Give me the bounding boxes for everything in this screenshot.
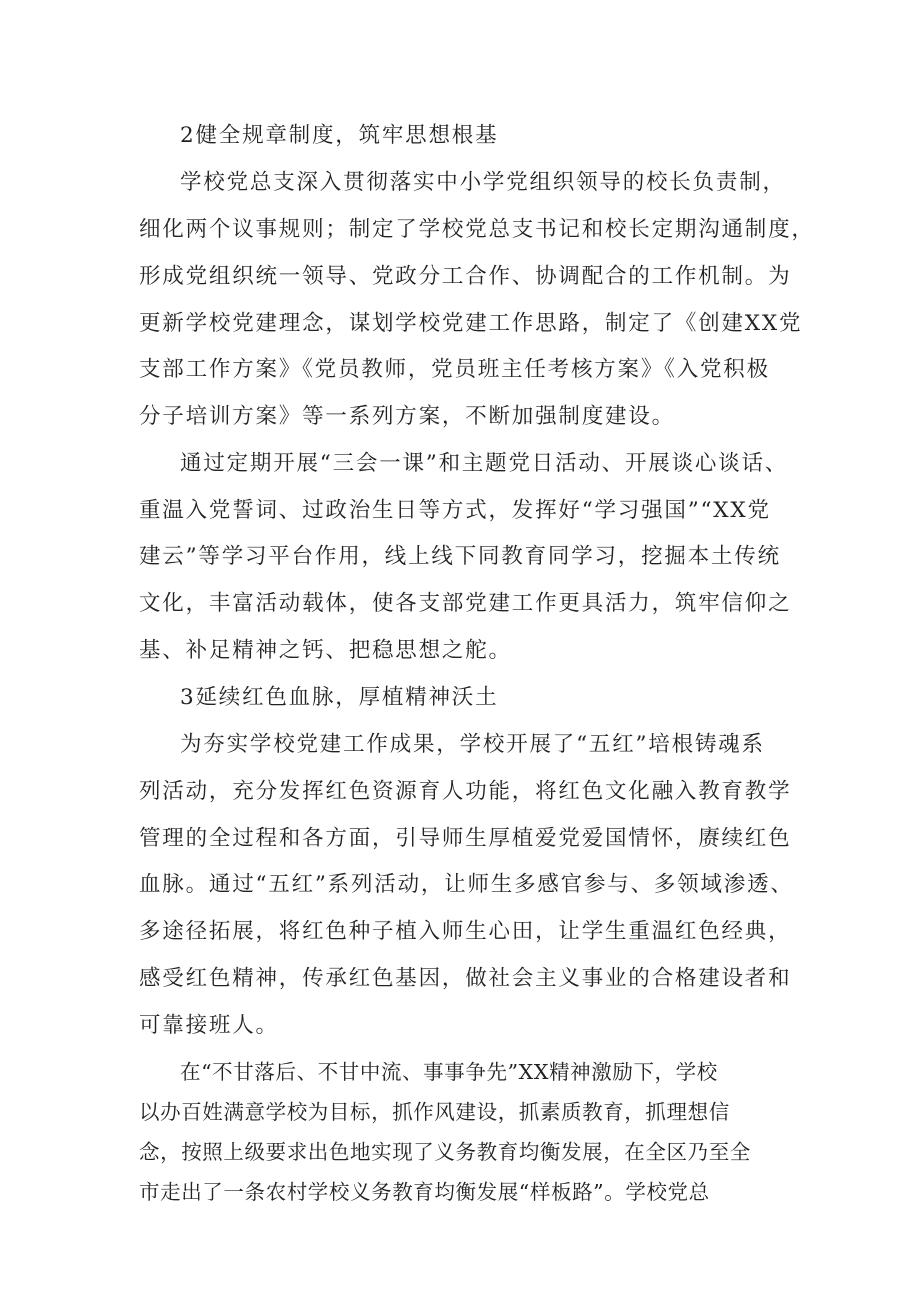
paragraph-4-line-4: 市走出了一条农村学校义务教育均衡发展“样板路”。学校党总 bbox=[139, 1180, 710, 1204]
paragraph-3-line-2: 列活动，充分发挥红色资源育人功能，将红色文化融入教育教学 bbox=[139, 779, 792, 804]
paragraph-3-line-3: 管理的全过程和各方面，引导师生厚植爱党爱国情怀，赓续红色 bbox=[139, 826, 792, 851]
section-heading-3: 3延续红色血脉，厚植精神沃土 bbox=[180, 685, 499, 710]
section-heading-2: 2健全规章制度，筑牢思想根基 bbox=[180, 123, 499, 148]
paragraph-1-line-2: 细化两个议事规则；制定了学校党总支书记和校长定期沟通制度， bbox=[139, 217, 815, 242]
paragraph-1-line-3: 形成党组织统一领导、党政分工合作、协调配合的工作机制。为 bbox=[139, 264, 792, 289]
paragraph-3-line-7: 可靠接班人。 bbox=[139, 1013, 279, 1038]
paragraph-4-line-3: 念，按照上级要求出色地实现了义务教育均衡发展，在全区乃至全 bbox=[139, 1140, 751, 1164]
paragraph-4-line-2: 以办百姓满意学校为目标，抓作风建设，抓素质教育，抓理想信 bbox=[139, 1100, 730, 1124]
paragraph-3-line-5: 多途径拓展，将红色种子植入师生心田，让学生重温红色经典， bbox=[139, 919, 792, 944]
paragraph-2-line-1: 通过定期开展“三会一课”和主题党日活动、开展谈心谈话、 bbox=[180, 451, 789, 476]
paragraph-1-line-6: 分子培训方案》等一系列方案，不断加强制度建设。 bbox=[139, 404, 675, 429]
paragraph-2-line-2: 重温入党誓词、过政治生日等方式，发挥好“学习强国”“XX党 bbox=[139, 498, 771, 523]
paragraph-4-line-1: 在“不甘落后、不甘中流、事事争先”XX精神激励下，学校 bbox=[180, 1060, 718, 1084]
paragraph-2-line-4: 文化，丰富活动载体，使各支部党建工作更具活力，筑牢信仰之 bbox=[139, 591, 792, 616]
paragraph-2-line-5: 基、补足精神之钙、把稳思想之舵。 bbox=[139, 638, 512, 663]
paragraph-1-line-4: 更新学校党建理念，谋划学校党建工作思路，制定了《创建XX党 bbox=[139, 311, 803, 336]
paragraph-3-line-1: 为夯实学校党建工作成果，学校开展了“五红”培根铸魂系 bbox=[180, 732, 765, 757]
paragraph-1-line-1: 学校党总支深入贯彻落实中小学党组织领导的校长负责制， bbox=[180, 170, 786, 195]
paragraph-3-line-6: 感受红色精神，传承红色基因，做社会主义事业的合格建设者和 bbox=[139, 966, 792, 991]
paragraph-1-line-5: 支部工作方案》《党员教师，党员班主任考核方案》《入党积极 bbox=[139, 357, 770, 382]
paragraph-3-line-4: 血脉。通过“五红”系列活动，让师生多感官参与、多领域渗透、 bbox=[139, 872, 794, 897]
paragraph-2-line-3: 建云”等学习平台作用，线上线下同教育同学习，挖掘本土传统 bbox=[139, 544, 781, 569]
